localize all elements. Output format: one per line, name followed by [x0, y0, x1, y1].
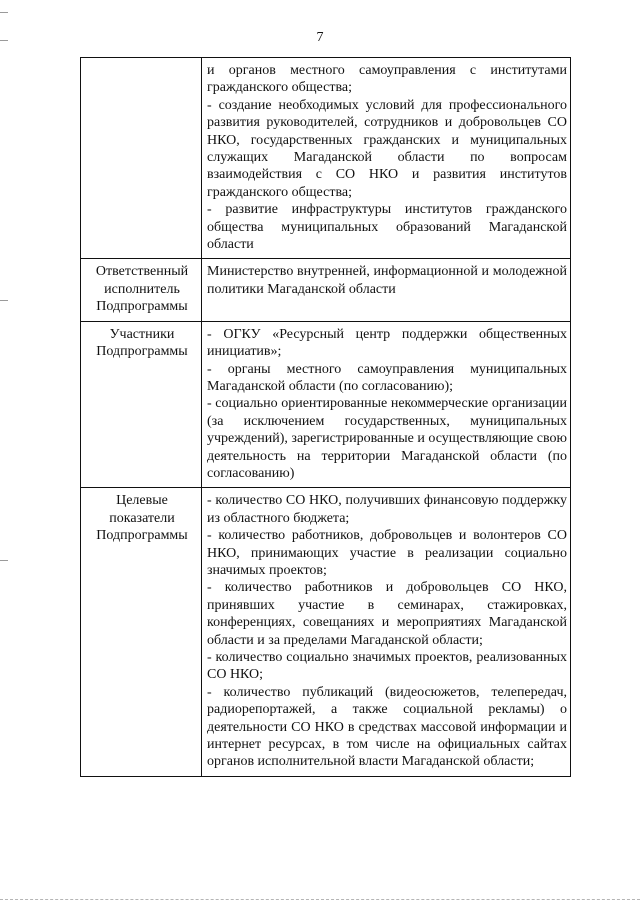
row-content	[202, 488, 571, 777]
table-row	[81, 488, 571, 777]
content-paragraph: - создание необходимых условий для профессионального развития руководителей, сотрудников и добровольцев СО НКО, государственных гражданских и муниципальных служащих Магаданской области по вопросам взаимодействия с СО НКО и развития институтов гражданского общества;	[207, 97, 567, 200]
row-label: Участники Подпрограммы	[81, 321, 202, 488]
page-number: 7	[316, 30, 324, 45]
content-paragraph: - количество работников и добровольцев СО НКО, принявших участие в семинарах, стажировках, конференциях, совещаниях и мероприятиях Магаданской области и за пределами Магаданской области;	[207, 580, 567, 648]
row-label	[81, 58, 202, 259]
scan-edge-mark	[0, 560, 8, 561]
content-paragraph: - органы местного самоуправления муниципальных Магаданской области (по согласованию);	[207, 361, 567, 394]
scan-edge-mark	[0, 300, 8, 301]
row-label: Ответственный исполнитель Подпрограммы	[81, 259, 202, 321]
content-paragraph: - количество социально значимых проектов, реализованных СО НКО;	[207, 650, 567, 683]
content-paragraph: - развитие инфраструктуры институтов гражданского общества муниципальных образований Магаданской области	[207, 202, 567, 253]
content-paragraph: - количество работников, добровольцев и волонтеров СО НКО, принимающих участие в реализации социально значимых проектов;	[207, 528, 567, 578]
table-row	[81, 58, 571, 259]
row-label: Целевые показатели Подпрограммы	[81, 488, 202, 777]
content-paragraph: Министерство внутренней, информационной и молодежной политики Магаданской области	[207, 264, 567, 297]
row-content	[202, 321, 571, 488]
content-paragraph: - ОГКУ «Ресурсный центр поддержки общественных инициатив»;	[207, 326, 567, 360]
scan-edge-mark	[0, 12, 8, 13]
row-content	[202, 58, 571, 259]
content-paragraph: - количество публикаций (видеосюжетов, телепередач, радиорепортажей, а также социальной рекламы) о деятельности СО НКО в средствах массовой информации и интернет ресурсах, в том числе на официальных сайтах органов исполнительной власти Магаданской области;	[207, 684, 567, 770]
subprogram-passport-table	[80, 57, 571, 777]
page-bottom-divider	[0, 899, 640, 901]
content-paragraph: - социально ориентированные некоммерческие организации (за исключением государственных, муниципальных учреждений), зарегистрированные и осуществляющие свою деятельность на территории Магаданской области (по согласованию)	[207, 396, 567, 481]
table-row	[81, 259, 571, 321]
table-row	[81, 321, 571, 488]
content-paragraph: - количество СО НКО, получивших финансовую поддержку из областного бюджета;	[207, 493, 567, 526]
content-paragraph: и органов местного самоуправления с институтами гражданского общества;	[207, 63, 567, 96]
row-content	[202, 259, 571, 321]
